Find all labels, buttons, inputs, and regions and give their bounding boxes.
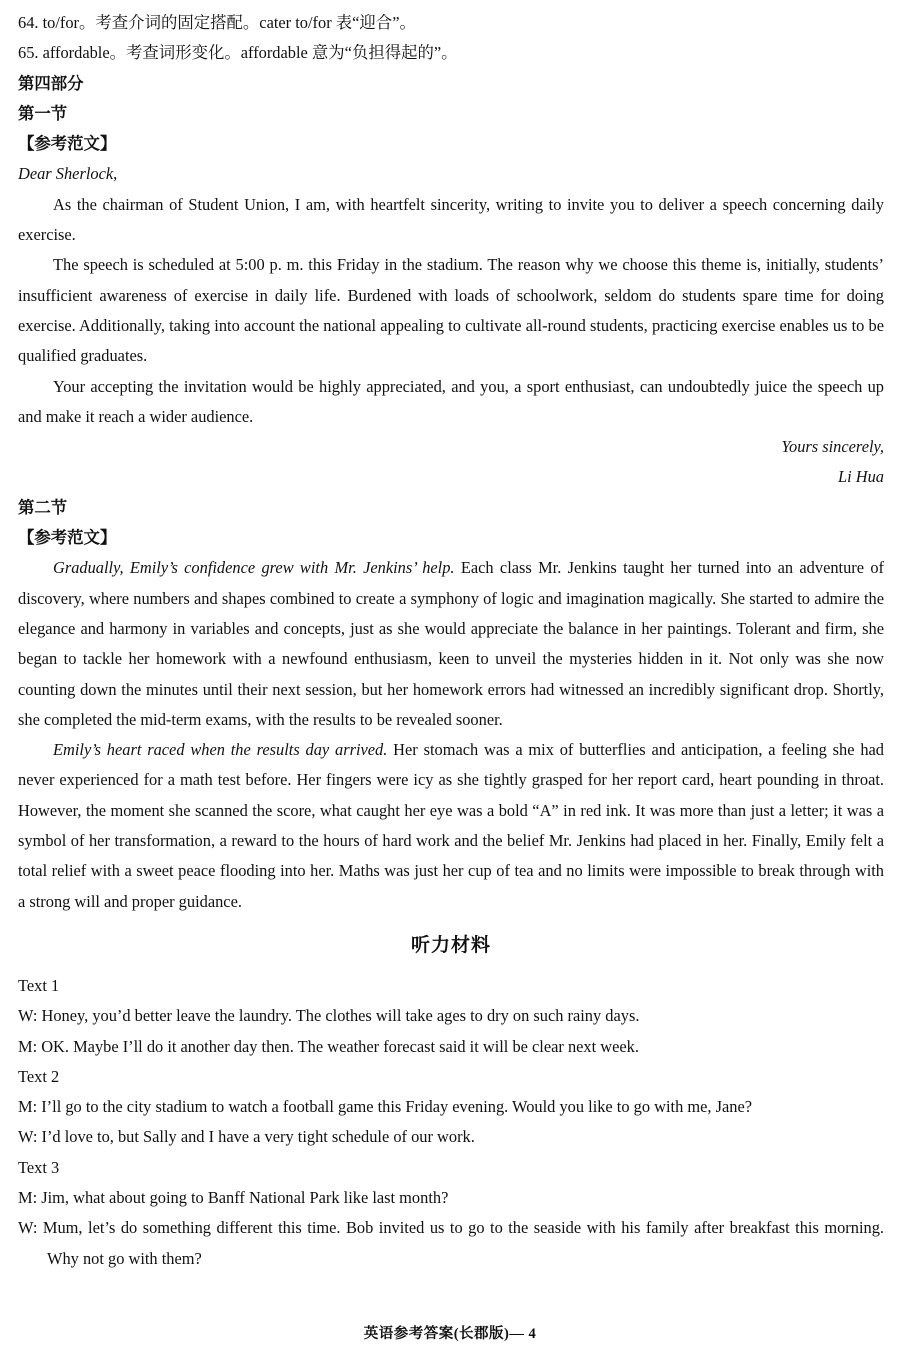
letter-closing: Yours sincerely, bbox=[781, 437, 884, 457]
story-paragraph-1 bbox=[18, 553, 884, 735]
story-paragraph-2-body: Her stomach was a mix of butterflies and anticipation, a feeling she had never experienced for a math test before. Her fingers were icy as she tightly grasped for her report card, heart pounding in throat. However, the moment she scanned the score, what caught her eye was a bold “A” in red ink. It was more than just a letter; it was a symbol of her transformation, a reward to the hours of hard work and the belief Mr. Jenkins had placed in her. Finally, Emily felt a total relief with a sweet peace flooding into her. Maths was just her cup of tea and no limits were impossible to break through with a strong will and proper guidance. bbox=[18, 740, 884, 911]
text-1-label: Text 1 bbox=[18, 975, 60, 995]
answer-64: 64. to/for。考查介词的固定搭配。cater to/for 表“迎合”。 bbox=[18, 13, 416, 32]
part4-title: 第四部分 bbox=[18, 73, 84, 93]
letter-salutation: Dear Sherlock, bbox=[18, 164, 118, 184]
story-paragraph-1-lead: Gradually, Emily’s confidence grew with Mr. Jenkins’ help. bbox=[53, 558, 455, 578]
section1-label: 【参考范文】 bbox=[18, 134, 117, 154]
section1-title: 第一节 bbox=[18, 103, 68, 123]
section2-label: 【参考范文】 bbox=[18, 528, 117, 548]
answer-65: 65. affordable。考查词形变化。affordable 意为“负担得起的”。 bbox=[18, 43, 458, 63]
dialogue-line: M: Jim, what about going to Banff National Park like last month? bbox=[18, 1187, 449, 1207]
story-paragraph-1-body: Each class Mr. Jenkins taught her turned into an adventure of discovery, where numbers and shapes combined to create a symphony of logic and imagination magically. She started to admire the elegance and harmony in variables and concepts, just as she would appreciate the balance in her paintings. Tolerant and firm, she began to tackle her homework with a newfound enthusiasm, keen to unveil the mysteries hidden in it. Not only was she now counting down the minutes until their next session, but her homework errors had witnessed an incredibly significant drop. Shortly, she completed the mid-term exams, with the results to be revealed sooner. bbox=[18, 558, 884, 729]
dialogue-line: W: Honey, you’d better leave the laundry. The clothes will take ages to dry on such rainy days. bbox=[18, 1006, 640, 1026]
section2-title: 第二节 bbox=[18, 497, 68, 517]
dialogue-line: W: Mum, let’s do something different this time. Bob invited us to go to the seaside with his family after breakfast this morning. Why not go with them? bbox=[18, 1218, 884, 1268]
answer-page bbox=[18, 8, 884, 1274]
listening-title: 听力材料 bbox=[410, 934, 491, 956]
text-2-label: Text 2 bbox=[18, 1066, 60, 1086]
page-footer: 英语参考答案(长郡版)— 4 bbox=[363, 1326, 537, 1342]
letter-signature: Li Hua bbox=[838, 467, 884, 487]
letter-paragraph-1: As the chairman of Student Union, I am, with heartfelt sincerity, writing to invite you to deliver a speech concerning daily exercise. bbox=[18, 194, 884, 245]
letter-paragraph-2: The speech is scheduled at 5:00 p. m. this Friday in the stadium. The reason why we choose this theme is, initially, students’ insufficient awareness of exercise in daily life. Burdened with loads of schoolwork, seldom do students spare time for doing exercise. Additionally, taking into account the national appealing to cultivate all-round students, practicing exercise enables us to be qualified graduates. bbox=[18, 255, 884, 366]
dialogue-line: W: I’d love to, but Sally and I have a very tight schedule of our work. bbox=[18, 1127, 475, 1147]
story-paragraph-2-lead: Emily’s heart raced when the results day arrived. bbox=[53, 740, 388, 760]
text-3-label: Text 3 bbox=[18, 1157, 60, 1177]
letter-paragraph-3: Your accepting the invitation would be highly appreciated, and you, a sport enthusiast, can undoubtedly juice the speech up and make it reach a wider audience. bbox=[18, 376, 884, 426]
dialogue-line: M: I’ll go to the city stadium to watch a football game this Friday evening. Would you like to go with me, Jane? bbox=[18, 1097, 753, 1117]
story-paragraph-2 bbox=[18, 735, 884, 917]
dialogue-line: M: OK. Maybe I’ll do it another day then. The weather forecast said it will be clear next week. bbox=[18, 1036, 639, 1056]
